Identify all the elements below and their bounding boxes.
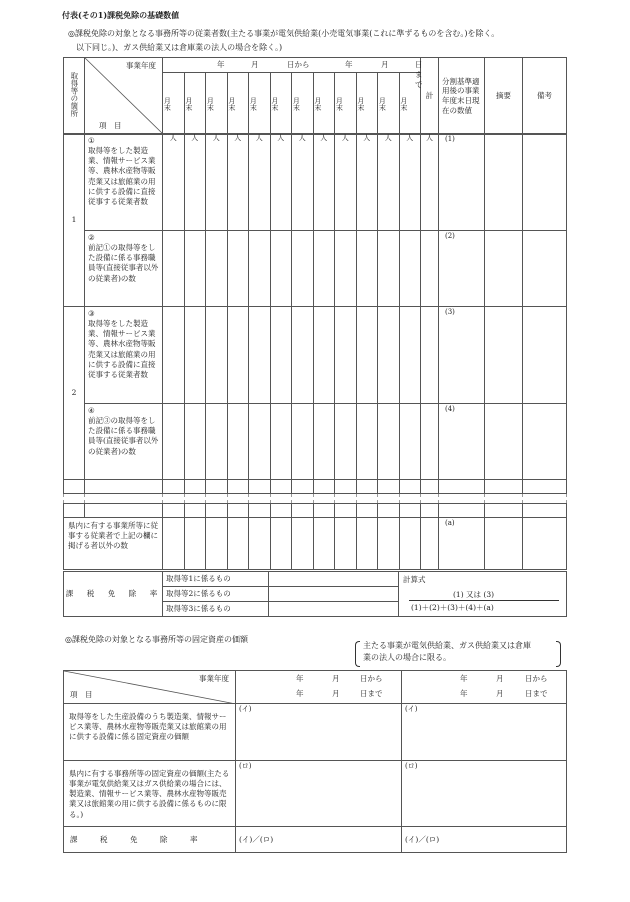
remarks-cell[interactable] — [523, 404, 567, 480]
fixed-asset-table — [63, 670, 567, 853]
total-cell[interactable] — [421, 307, 439, 404]
month-end-cell: 月末 — [378, 73, 400, 134]
unit-cell: 人 — [421, 134, 439, 231]
rate-item-label: 取得等1に係るもの — [163, 572, 269, 587]
rate-item-label: 取得等3に係るもの — [163, 602, 269, 617]
value-cell[interactable] — [378, 404, 400, 480]
value-cell[interactable] — [184, 404, 206, 480]
unit-cell: 人 — [270, 134, 292, 231]
rate-value-cell[interactable] — [269, 602, 399, 617]
value-label[interactable]: (イ) — [236, 704, 402, 761]
month-end-cell: 月末 — [399, 96, 408, 111]
acquisition-location-header: 取得等の箇所 — [64, 58, 85, 135]
summary-cell[interactable] — [485, 518, 523, 570]
value-cell[interactable] — [270, 518, 292, 570]
month-end-cell: 月末 — [163, 73, 185, 134]
value-cell[interactable] — [163, 518, 185, 570]
summary-header: 摘要 — [485, 58, 523, 135]
value-cell[interactable] — [313, 307, 335, 404]
value-cell[interactable] — [292, 404, 314, 480]
unit-cell: 人 — [163, 134, 185, 231]
value-cell[interactable] — [206, 231, 228, 307]
value-cell[interactable] — [356, 404, 378, 480]
rate-value[interactable]: (イ)／(ロ) — [236, 827, 402, 853]
value-cell[interactable] — [227, 404, 249, 480]
exemption-rate-table — [63, 571, 567, 617]
value-cell[interactable] — [335, 518, 357, 570]
unit-cell: 人 — [399, 134, 421, 231]
summary-cell[interactable] — [485, 307, 523, 404]
month-end-cell: 月末 — [292, 73, 314, 134]
month-end-cell: 月末 — [228, 73, 250, 134]
value-cell[interactable] — [378, 518, 400, 570]
value-cell[interactable] — [206, 404, 228, 480]
row-description: ① 取得等をした製造業、情報サービス業等、農林水産物等販売業又は旅館業の用に供する設備に直接従事する従業者数 — [85, 134, 163, 231]
unit-cell: 人 — [356, 134, 378, 231]
month-end-cell: 月末 — [271, 73, 293, 134]
year-item-header: 事業年度 項 目 — [64, 671, 236, 704]
section2-title: ◎課税免除の対象となる事務所等の固定資産の価額 — [65, 635, 248, 644]
month-end-cell: 月末 — [249, 73, 271, 134]
value-cell[interactable] — [356, 307, 378, 404]
value-cell[interactable] — [184, 518, 206, 570]
value-cell[interactable] — [206, 307, 228, 404]
section1-note-line2: 以下同じ。)、ガス供給業又は倉庫業の法人の場合を除く。) — [76, 43, 283, 52]
rate-value[interactable]: (イ)／(ロ) — [402, 827, 567, 853]
formula-cell: 計算式 (1) 又は (3) (1)＋(2)＋(3)＋(4)＋(a) — [399, 572, 567, 617]
unit-cell: 人 — [292, 134, 314, 231]
value-label: (a) — [439, 518, 485, 570]
unit-cell: 人 — [184, 134, 206, 231]
value-cell[interactable] — [249, 307, 271, 404]
row-description: ③ 取得等をした製造業、情報サービス業等、農林水産物等販売業又は旅館業の用に供する設備に直接従事する従業者数 — [85, 307, 163, 404]
value-cell[interactable] — [313, 518, 335, 570]
rate-value-cell[interactable] — [269, 587, 399, 602]
year-item-header: 事業年度 項 目 — [85, 58, 163, 135]
value-label: (1) — [439, 134, 485, 231]
remarks-cell[interactable] — [523, 231, 567, 307]
value-label: (2) — [439, 231, 485, 307]
employee-table — [63, 57, 567, 135]
value-cell[interactable] — [399, 404, 421, 480]
exemption-rate-label: 課 税 免 除 率 — [64, 572, 163, 617]
value-cell[interactable] — [270, 231, 292, 307]
unit-cell: 人 — [335, 134, 357, 231]
month-end-cell: 月末 — [357, 73, 379, 134]
value-cell[interactable] — [292, 518, 314, 570]
split-basis-header: 分割基準適用後の事業年度末日現在の数値 — [439, 58, 485, 135]
value-cell[interactable] — [399, 307, 421, 404]
value-cell[interactable] — [249, 231, 271, 307]
value-cell[interactable] — [206, 518, 228, 570]
value-cell[interactable] — [356, 518, 378, 570]
row-description: 取得等をした生産設備のうち製造業、情報サービス業等、農林水産物等販売業又は旅館業の用に供する設備に係る固定資産の価額 — [64, 704, 236, 761]
value-cell[interactable] — [399, 518, 421, 570]
unit-cell: 人 — [249, 134, 271, 231]
total-cell[interactable] — [421, 518, 439, 570]
summary-cell[interactable] — [485, 404, 523, 480]
unit-cell: 人 — [313, 134, 335, 231]
total-cell[interactable] — [421, 404, 439, 480]
month-end-headers — [163, 73, 420, 134]
value-label[interactable]: (ロ) — [236, 761, 402, 827]
row-description: ② 前記①の取得等をした設備に係る事務職員等(直接従事者以外の従業者)の数 — [85, 231, 163, 307]
summary-cell[interactable] — [485, 231, 523, 307]
value-cell[interactable] — [313, 231, 335, 307]
period-cell: 年 月 日から 年 月 日まで — [236, 671, 402, 704]
value-cell[interactable] — [227, 307, 249, 404]
other-employees-description: 県内に有する事業所等に従事する従業者で上記の欄に掲げる者以外の数 — [64, 518, 163, 570]
value-cell[interactable] — [184, 307, 206, 404]
total-header: 計 — [421, 58, 439, 135]
value-cell[interactable] — [335, 307, 357, 404]
row-description: 県内に有する事務所等の固定資産の価額(主たる事業が電気供給業又はガス供給業の場合には、製造業、情報サービス業等、農林水産物等販売業又は旅館業の用に供する設備に係るものに限る。) — [64, 761, 236, 827]
rate-item-label: 取得等2に係るもの — [163, 587, 269, 602]
remarks-cell[interactable] — [523, 518, 567, 570]
unit-cell: 人 — [206, 134, 228, 231]
left-bracket — [355, 641, 360, 667]
unit-cell: 人 — [227, 134, 249, 231]
total-cell[interactable] — [421, 231, 439, 307]
value-cell[interactable] — [163, 404, 185, 480]
month-end-cell: 月末 — [335, 73, 357, 134]
value-cell[interactable] — [249, 404, 271, 480]
value-cell[interactable] — [227, 231, 249, 307]
value-cell[interactable] — [292, 231, 314, 307]
value-label: (4) — [439, 404, 485, 480]
remarks-cell[interactable] — [523, 134, 567, 231]
value-cell[interactable] — [227, 518, 249, 570]
unit-cell: 人 — [378, 134, 400, 231]
right-bracket — [556, 641, 561, 667]
value-cell[interactable] — [313, 404, 335, 480]
row-description: ④ 前記③の取得等をした設備に係る事務職員等(直接従事者以外の従業者)の数 — [85, 404, 163, 480]
summary-cell[interactable] — [485, 134, 523, 231]
value-cell[interactable] — [292, 307, 314, 404]
period-cell: 年 月 日から 年 月 日まで — [402, 671, 567, 704]
period-header: 年 月 日から 年 月 日まで 月末 月末 月末 月末 月末 月末 月末 月末 月末 月末 月末 月末 — [163, 58, 421, 135]
fraction-line — [409, 600, 559, 601]
rate-value-cell[interactable] — [269, 572, 399, 587]
value-cell[interactable] — [249, 518, 271, 570]
value-label[interactable]: (イ) — [402, 704, 567, 761]
exemption-rate-label: 課 税 免 除 率 — [64, 827, 236, 853]
bracket-note — [355, 640, 561, 668]
group-number: 2 — [64, 307, 85, 480]
value-cell[interactable] — [270, 404, 292, 480]
bracket-text: 主たる事業が電気供給業、ガス供給業又は倉庫 業の法人の場合に限る。 — [363, 641, 531, 662]
month-end-cell: 月末 — [314, 73, 336, 134]
group-number: 1 — [64, 134, 85, 307]
value-cell[interactable] — [399, 231, 421, 307]
value-cell[interactable] — [378, 307, 400, 404]
value-cell[interactable] — [356, 231, 378, 307]
value-cell[interactable] — [184, 231, 206, 307]
value-cell[interactable] — [335, 404, 357, 480]
value-label[interactable]: (ロ) — [402, 761, 567, 827]
section1-note-line1: ◎課税免除の対象となる事務所等の従業者数(主たる事業が電気供給業(小売電気事業(これに準ずるものを含む。)を除く。 — [68, 29, 500, 38]
value-cell[interactable] — [378, 231, 400, 307]
month-end-cell: 月末 — [185, 73, 207, 134]
value-cell[interactable] — [163, 307, 185, 404]
page-title: 付表(その1)課税免除の基礎数値 — [62, 10, 180, 20]
value-cell[interactable] — [163, 231, 185, 307]
employee-table-body — [63, 133, 567, 570]
value-cell[interactable] — [335, 231, 357, 307]
remarks-header: 備考 — [523, 58, 567, 135]
month-end-cell: 月末 — [206, 73, 228, 134]
remarks-cell[interactable] — [523, 307, 567, 404]
value-cell[interactable] — [270, 307, 292, 404]
value-label: (3) — [439, 307, 485, 404]
